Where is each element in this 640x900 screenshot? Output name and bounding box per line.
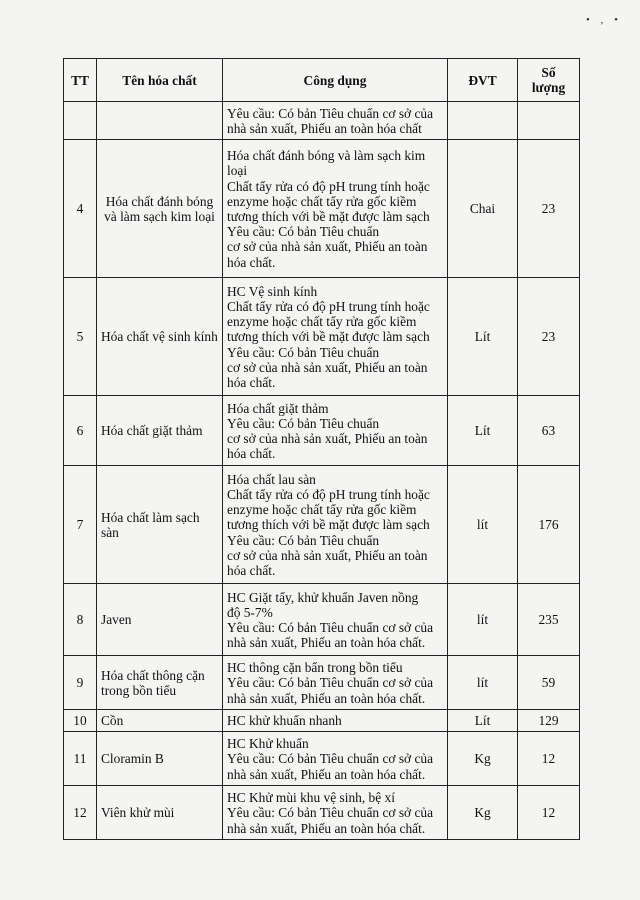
- cell-tt: 4: [64, 140, 97, 278]
- cell-use: Hóa chất giặt thảm Yêu cầu: Có bản Tiêu chuẩn cơ sở của nhà sản xuất, Phiếu an toàn hóa chất.: [223, 396, 448, 466]
- cell-tt: 7: [64, 466, 97, 584]
- cell-qty: 235: [518, 584, 580, 656]
- cell-name: Cloramin B: [97, 732, 223, 786]
- cell-unit: Lít: [448, 278, 518, 396]
- cell-unit: Lít: [448, 710, 518, 732]
- cell-qty: 63: [518, 396, 580, 466]
- cell-qty: [518, 102, 580, 140]
- cell-unit: Kg: [448, 732, 518, 786]
- table-row: [64, 278, 580, 396]
- cell-use: Yêu cầu: Có bản Tiêu chuẩn cơ sở của nhà sản xuất, Phiếu an toàn hóa chất: [223, 102, 448, 140]
- cell-tt: 8: [64, 584, 97, 656]
- cell-name: Hóa chất vệ sinh kính: [97, 278, 223, 396]
- cell-qty: 12: [518, 732, 580, 786]
- cell-name: Hóa chất làm sạch sàn: [97, 466, 223, 584]
- table-row: [64, 140, 580, 278]
- cell-use: HC thông cặn bẩn trong bồn tiểu Yêu cầu: Có bản Tiêu chuẩn cơ sở của nhà sản xuất, Phiếu an toàn hóa chất.: [223, 656, 448, 710]
- table-row: [64, 732, 580, 786]
- cell-name: Hóa chất thông cặn trong bồn tiểu: [97, 656, 223, 710]
- header-use: Công dụng: [223, 59, 448, 102]
- header-unit: ĐVT: [448, 59, 518, 102]
- table-row: [64, 710, 580, 732]
- cell-use: HC Khử khuẩn Yêu cầu: Có bản Tiêu chuẩn cơ sở của nhà sản xuất, Phiếu an toàn hóa chất.: [223, 732, 448, 786]
- table-row: [64, 656, 580, 710]
- cell-use: HC Vệ sinh kính Chất tẩy rửa có độ pH trung tính hoặc enzyme hoặc chất tẩy rửa gốc kiềm tương thích với bề mặt được làm sạch Yêu cầu: Có bản Tiêu chuẩn cơ sở của nhà sản xuất, Phiếu an toàn hóa chất.: [223, 278, 448, 396]
- table-row: [64, 102, 580, 140]
- header-tt: TT: [64, 59, 97, 102]
- cell-use: HC Khử mùi khu vệ sinh, bệ xí Yêu cầu: Có bản Tiêu chuẩn cơ sở của nhà sản xuất, Phiếu an toàn hóa chất.: [223, 786, 448, 840]
- table-row: [64, 584, 580, 656]
- header-qty-line1: Số: [541, 65, 556, 80]
- cell-tt: 9: [64, 656, 97, 710]
- cell-unit: lít: [448, 584, 518, 656]
- page-corner-marks: • , •: [586, 14, 622, 26]
- cell-tt: 11: [64, 732, 97, 786]
- cell-qty: 176: [518, 466, 580, 584]
- cell-unit: lít: [448, 466, 518, 584]
- table-row: [64, 396, 580, 466]
- cell-qty: 23: [518, 140, 580, 278]
- cell-tt: 5: [64, 278, 97, 396]
- table-row: [64, 786, 580, 840]
- table-header-row: [64, 59, 580, 102]
- cell-tt: 6: [64, 396, 97, 466]
- cell-unit: lít: [448, 656, 518, 710]
- cell-name: [97, 102, 223, 140]
- header-name: Tên hóa chất: [97, 59, 223, 102]
- cell-qty: 12: [518, 786, 580, 840]
- cell-qty: 59: [518, 656, 580, 710]
- cell-qty: 129: [518, 710, 580, 732]
- cell-name: Javen: [97, 584, 223, 656]
- cell-use: HC Giặt tẩy, khử khuẩn Javen nồng độ 5-7% Yêu cầu: Có bản Tiêu chuẩn cơ sở của nhà sản xuất, Phiếu an toàn hóa chất.: [223, 584, 448, 656]
- chemical-table: [63, 58, 580, 840]
- cell-qty: 23: [518, 278, 580, 396]
- cell-name: Cồn: [97, 710, 223, 732]
- cell-unit: Chai: [448, 140, 518, 278]
- cell-unit: [448, 102, 518, 140]
- cell-tt: [64, 102, 97, 140]
- cell-name: Viên khử mùi: [97, 786, 223, 840]
- cell-use: Hóa chất lau sàn Chất tẩy rửa có độ pH trung tính hoặc enzyme hoặc chất tẩy rửa gốc kiềm tương thích với bề mặt được làm sạch Yêu cầu: Có bản Tiêu chuẩn cơ sở của nhà sản xuất, Phiếu an toàn hóa chất.: [223, 466, 448, 584]
- cell-tt: 12: [64, 786, 97, 840]
- cell-tt: 10: [64, 710, 97, 732]
- table-row: [64, 466, 580, 584]
- cell-use: HC khử khuẩn nhanh: [223, 710, 448, 732]
- cell-name: Hóa chất đánh bóng và làm sạch kim loại: [97, 140, 223, 278]
- cell-use: Hóa chất đánh bóng và làm sạch kim loại Chất tẩy rửa có độ pH trung tính hoặc enzyme hoặc chất tẩy rửa gốc kiềm tương thích với bề mặt được làm sạch Yêu cầu: Có bản Tiêu chuẩn cơ sở của nhà sản xuất, Phiếu an toàn hóa chất.: [223, 140, 448, 278]
- cell-unit: Kg: [448, 786, 518, 840]
- cell-name: Hóa chất giặt thảm: [97, 396, 223, 466]
- cell-unit: Lít: [448, 396, 518, 466]
- header-qty: [518, 59, 580, 102]
- header-qty-line2: lượng: [531, 80, 566, 96]
